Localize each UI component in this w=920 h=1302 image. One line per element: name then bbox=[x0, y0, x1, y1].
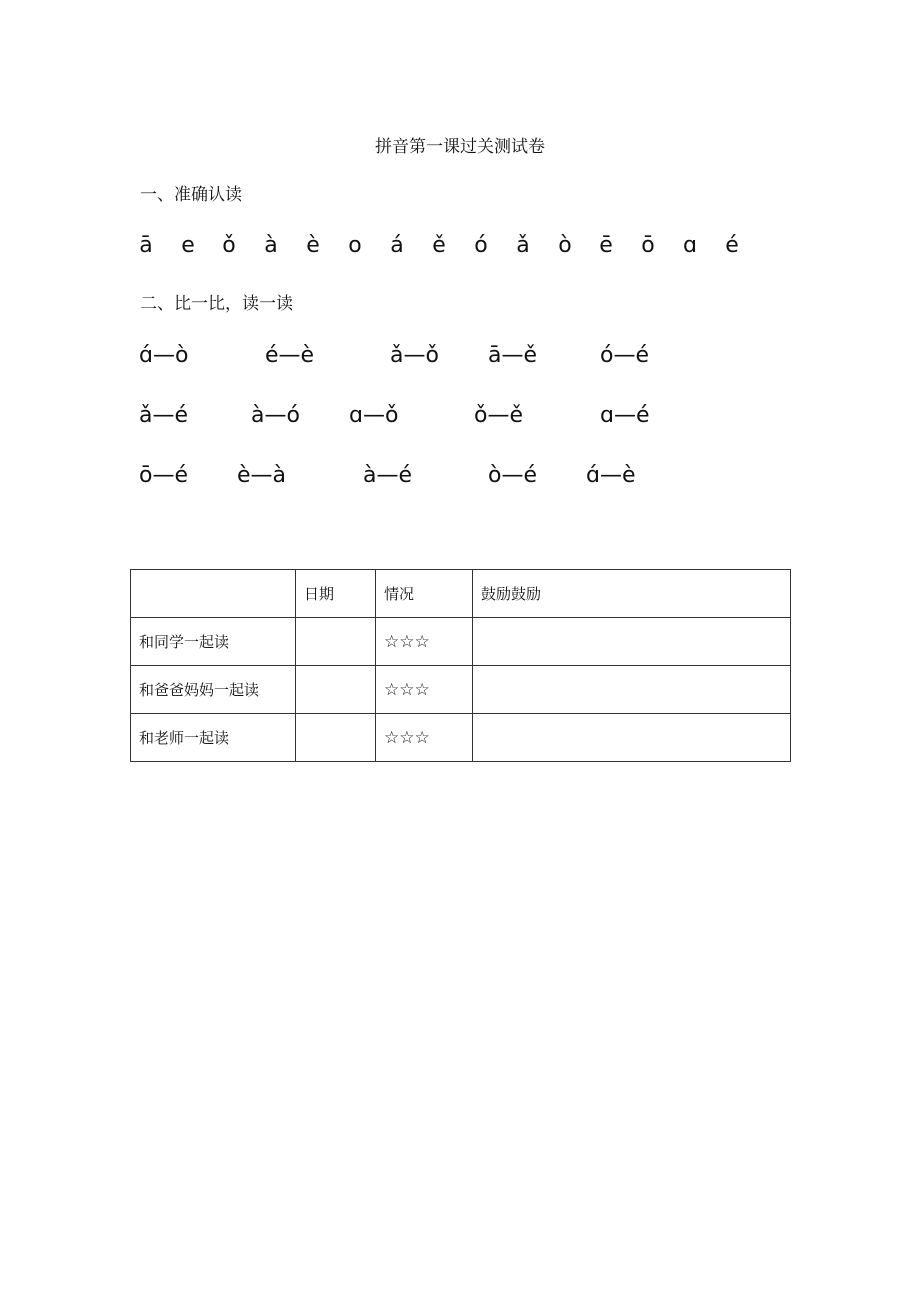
pinyin-letter-row bbox=[0, 233, 920, 263]
table-row bbox=[131, 618, 791, 666]
date-cell bbox=[296, 714, 376, 762]
pinyin-pair: ǒ—ě bbox=[474, 403, 523, 428]
star-rating: ☆☆☆ bbox=[376, 618, 473, 666]
pinyin-letter: e bbox=[181, 233, 195, 258]
table-header-encouragement: 鼓励鼓励 bbox=[473, 570, 791, 618]
table-header-cell bbox=[131, 570, 296, 618]
pinyin-pair: ɑ—ǒ bbox=[349, 403, 399, 428]
pinyin-pair: ō—é bbox=[139, 463, 188, 488]
table-header-date: 日期 bbox=[296, 570, 376, 618]
pinyin-letter: á bbox=[390, 233, 404, 258]
pinyin-pair: é—è bbox=[265, 343, 315, 368]
pinyin-letter: o bbox=[348, 233, 362, 258]
date-cell bbox=[296, 666, 376, 714]
pinyin-letter: é bbox=[725, 233, 739, 258]
pinyin-pair: à—é bbox=[363, 463, 413, 488]
pinyin-pair-row bbox=[0, 403, 920, 433]
pinyin-pair: à—ó bbox=[251, 403, 300, 428]
pinyin-pair: ǎ—é bbox=[139, 403, 189, 428]
row-label: 和老师一起读 bbox=[131, 714, 296, 762]
pinyin-pair: è—à bbox=[237, 463, 287, 488]
pinyin-pair: ɑ—é bbox=[600, 403, 650, 428]
table-row bbox=[131, 666, 791, 714]
pinyin-letter: ě bbox=[432, 233, 446, 258]
pinyin-pair: ó—é bbox=[600, 343, 649, 368]
reading-progress-table bbox=[130, 569, 791, 762]
pinyin-letter: ǎ bbox=[516, 233, 530, 258]
pinyin-pair-row bbox=[0, 343, 920, 373]
encouragement-cell bbox=[473, 714, 791, 762]
row-label: 和爸爸妈妈一起读 bbox=[131, 666, 296, 714]
section-1-heading: 一、准确认读 bbox=[140, 185, 242, 205]
pinyin-letter: à bbox=[264, 233, 278, 258]
table-header-row bbox=[131, 570, 791, 618]
table-header-status: 情况 bbox=[376, 570, 473, 618]
star-rating: ☆☆☆ bbox=[376, 666, 473, 714]
pinyin-letter: ó bbox=[474, 233, 488, 258]
encouragement-cell bbox=[473, 618, 791, 666]
table-row bbox=[131, 714, 791, 762]
row-label: 和同学一起读 bbox=[131, 618, 296, 666]
pinyin-letter: è bbox=[306, 233, 320, 258]
pinyin-letter: ā bbox=[139, 233, 153, 258]
section-2-heading: 二、比一比，读一读 bbox=[140, 294, 293, 314]
pinyin-pair-row bbox=[0, 463, 920, 493]
date-cell bbox=[296, 618, 376, 666]
pinyin-pair: ɑ́—è bbox=[586, 463, 636, 488]
pinyin-letter: ǒ bbox=[222, 233, 236, 258]
page-title: 拼音第一课过关测试卷 bbox=[375, 137, 545, 157]
star-rating: ☆☆☆ bbox=[376, 714, 473, 762]
pinyin-pair: ɑ́—ò bbox=[139, 343, 189, 368]
pinyin-letter: ē bbox=[599, 233, 613, 258]
pinyin-letter: ō bbox=[641, 233, 655, 258]
pinyin-pair: ā—ě bbox=[488, 343, 538, 368]
pinyin-letter: ò bbox=[558, 233, 572, 258]
encouragement-cell bbox=[473, 666, 791, 714]
pinyin-pair: ò—é bbox=[488, 463, 537, 488]
pinyin-pair: ǎ—ǒ bbox=[390, 343, 439, 368]
pinyin-letter: ɑ bbox=[683, 233, 697, 258]
